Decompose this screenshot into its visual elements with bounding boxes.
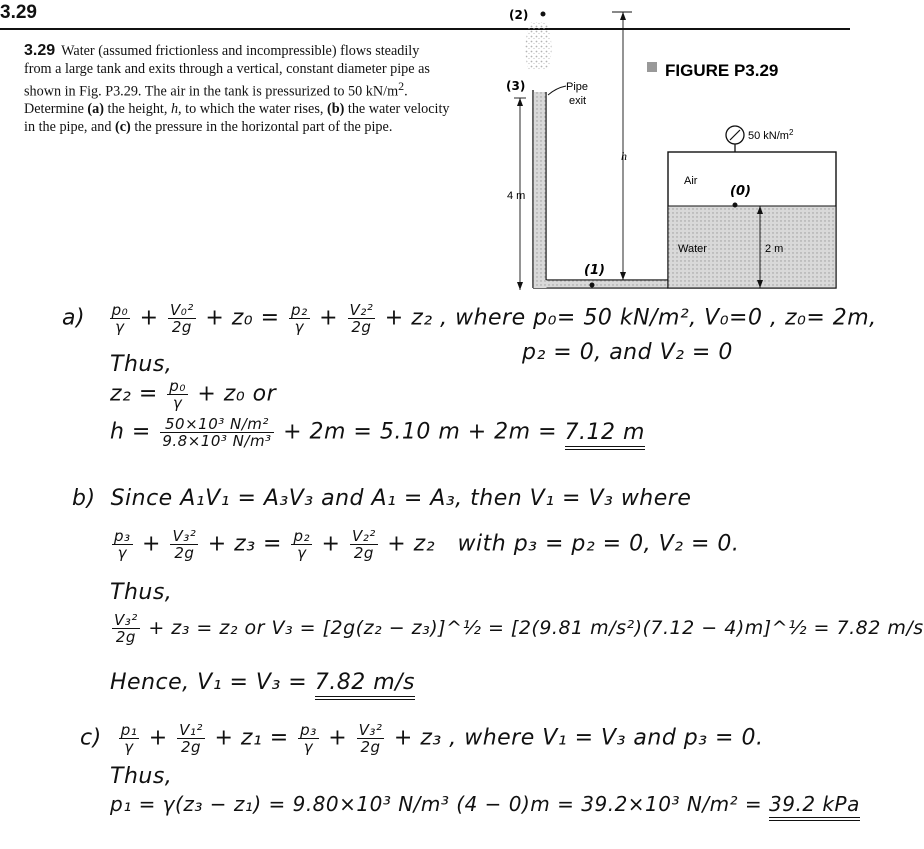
thus-label-a: Thus, [110, 352, 173, 377]
problem-header-number: 3.29 [0, 2, 37, 23]
point-0-marker [733, 203, 738, 208]
thus-label-c: Thus, [110, 764, 173, 789]
h-equation: h = $\frac{\text{50×10³ N/m²}}{\text{9.8×10³ N/m³}}$ + 2m = 5.10 m + 2m = 7.12 m [110, 415, 645, 450]
pipe [533, 90, 668, 288]
figure-p3-29 [0, 0, 850, 300]
part-b-statement: b) Since A₁V₁ = A₃V₃ and A₁ = A₃, then V₁ = V₃ where [72, 486, 692, 511]
z2-equation: z₂ = $\frac{\text{p₀}}{\gamma}$ + z₀ or [110, 377, 277, 412]
thus-label-b: Thus, [110, 580, 173, 605]
label-point-3: (3) [506, 79, 526, 93]
v3-equation: $\frac{\text{V₃²}}{2g}$ + z₃ = z₂ or V₃ = [2g(z₂ − z₃)]^½ = [2(9.81 m/s²)(7.12 − 4)m]^½ = 7.82 m/s [114, 611, 924, 646]
label-point-1: (1) [584, 263, 605, 278]
label-2m: 2 m [765, 243, 784, 255]
p1-equation: p₁ = γ(z₃ − z₁) = 9.80×10³ N/m³ (4 − 0)m = 39.2×10³ N/m² = 39.2 kPa [110, 792, 860, 816]
answer-p1: 39.2 kPa [769, 792, 860, 821]
figure-caption: FIGURE P3.29 [665, 61, 779, 80]
problem-number: 3.29 [24, 42, 56, 59]
part-b-bernoulli: $\frac{\text{p₃}}{\gamma}$ + $\frac{\text{V₃²}}{2g}$ + z₃ = $\frac{\text{p₂}}{\gamma}$ + $\frac{\text{V₂²}}{2g}$ + z₂ with p₃ = p₂ = 0, V₂ = 0. [114, 527, 740, 562]
label-pipe-exit-2: exit [569, 95, 587, 107]
label-h: h [621, 149, 627, 163]
label-4m: 4 m [507, 190, 526, 202]
label-water: Water [678, 243, 707, 255]
label-air: Air [684, 175, 698, 187]
water-spray [525, 22, 551, 70]
problem-statement: 3.29 Water (assumed frictionless and incompressible) flows steadily from a large tank and exits through a vertical, constant diameter pipe as shown in Fig. P3.29. The air in the tank is pressurized to 50 $kN/m^2$. Determine (a) the height, h, to which the water rises, (b) the water velocity in the pipe, and (c) the pressure in the horizontal part of the pipe. [24, 42, 450, 135]
hence-line: Hence, V₁ = V₃ = 7.82 m/s [110, 670, 415, 695]
part-a-equation: a) $\frac{\text{p₀}}{\gamma}$ + $\frac{\text{V₀²}}{2g}$ + z₀ = $\frac{\text{p₂}}{\gamma}$ + $\frac{\text{V₂²}}{2g}$ + z₂ , where p₀= 50 kN/m², V₀=0 , z₀= 2m, [62, 301, 877, 336]
label-gauge: 50 $kN/m^2$ [748, 128, 794, 142]
part-c-bernoulli: c) $\frac{\text{p₁}}{\gamma}$ + $\frac{\text{V₁²}}{2g}$ + z₁ = $\frac{\text{p₃}}{\gamma}$ + $\frac{\text{V₃²}}{2g}$ + z₃ , where V₁ = V₃ and p₃ = 0. [80, 721, 764, 756]
part-a-given: p₂ = 0, and V₂ = 0 [522, 340, 733, 365]
caption-square-icon [647, 62, 657, 72]
answer-h: 7.12 m [565, 420, 645, 450]
point-1-marker [590, 283, 595, 288]
label-point-0: (0) [730, 184, 751, 199]
point-2-marker [541, 12, 546, 17]
label-pipe-exit-1: Pipe [566, 81, 589, 93]
label-point-2: (2) [509, 8, 529, 22]
answer-v: 7.82 m/s [315, 670, 415, 700]
